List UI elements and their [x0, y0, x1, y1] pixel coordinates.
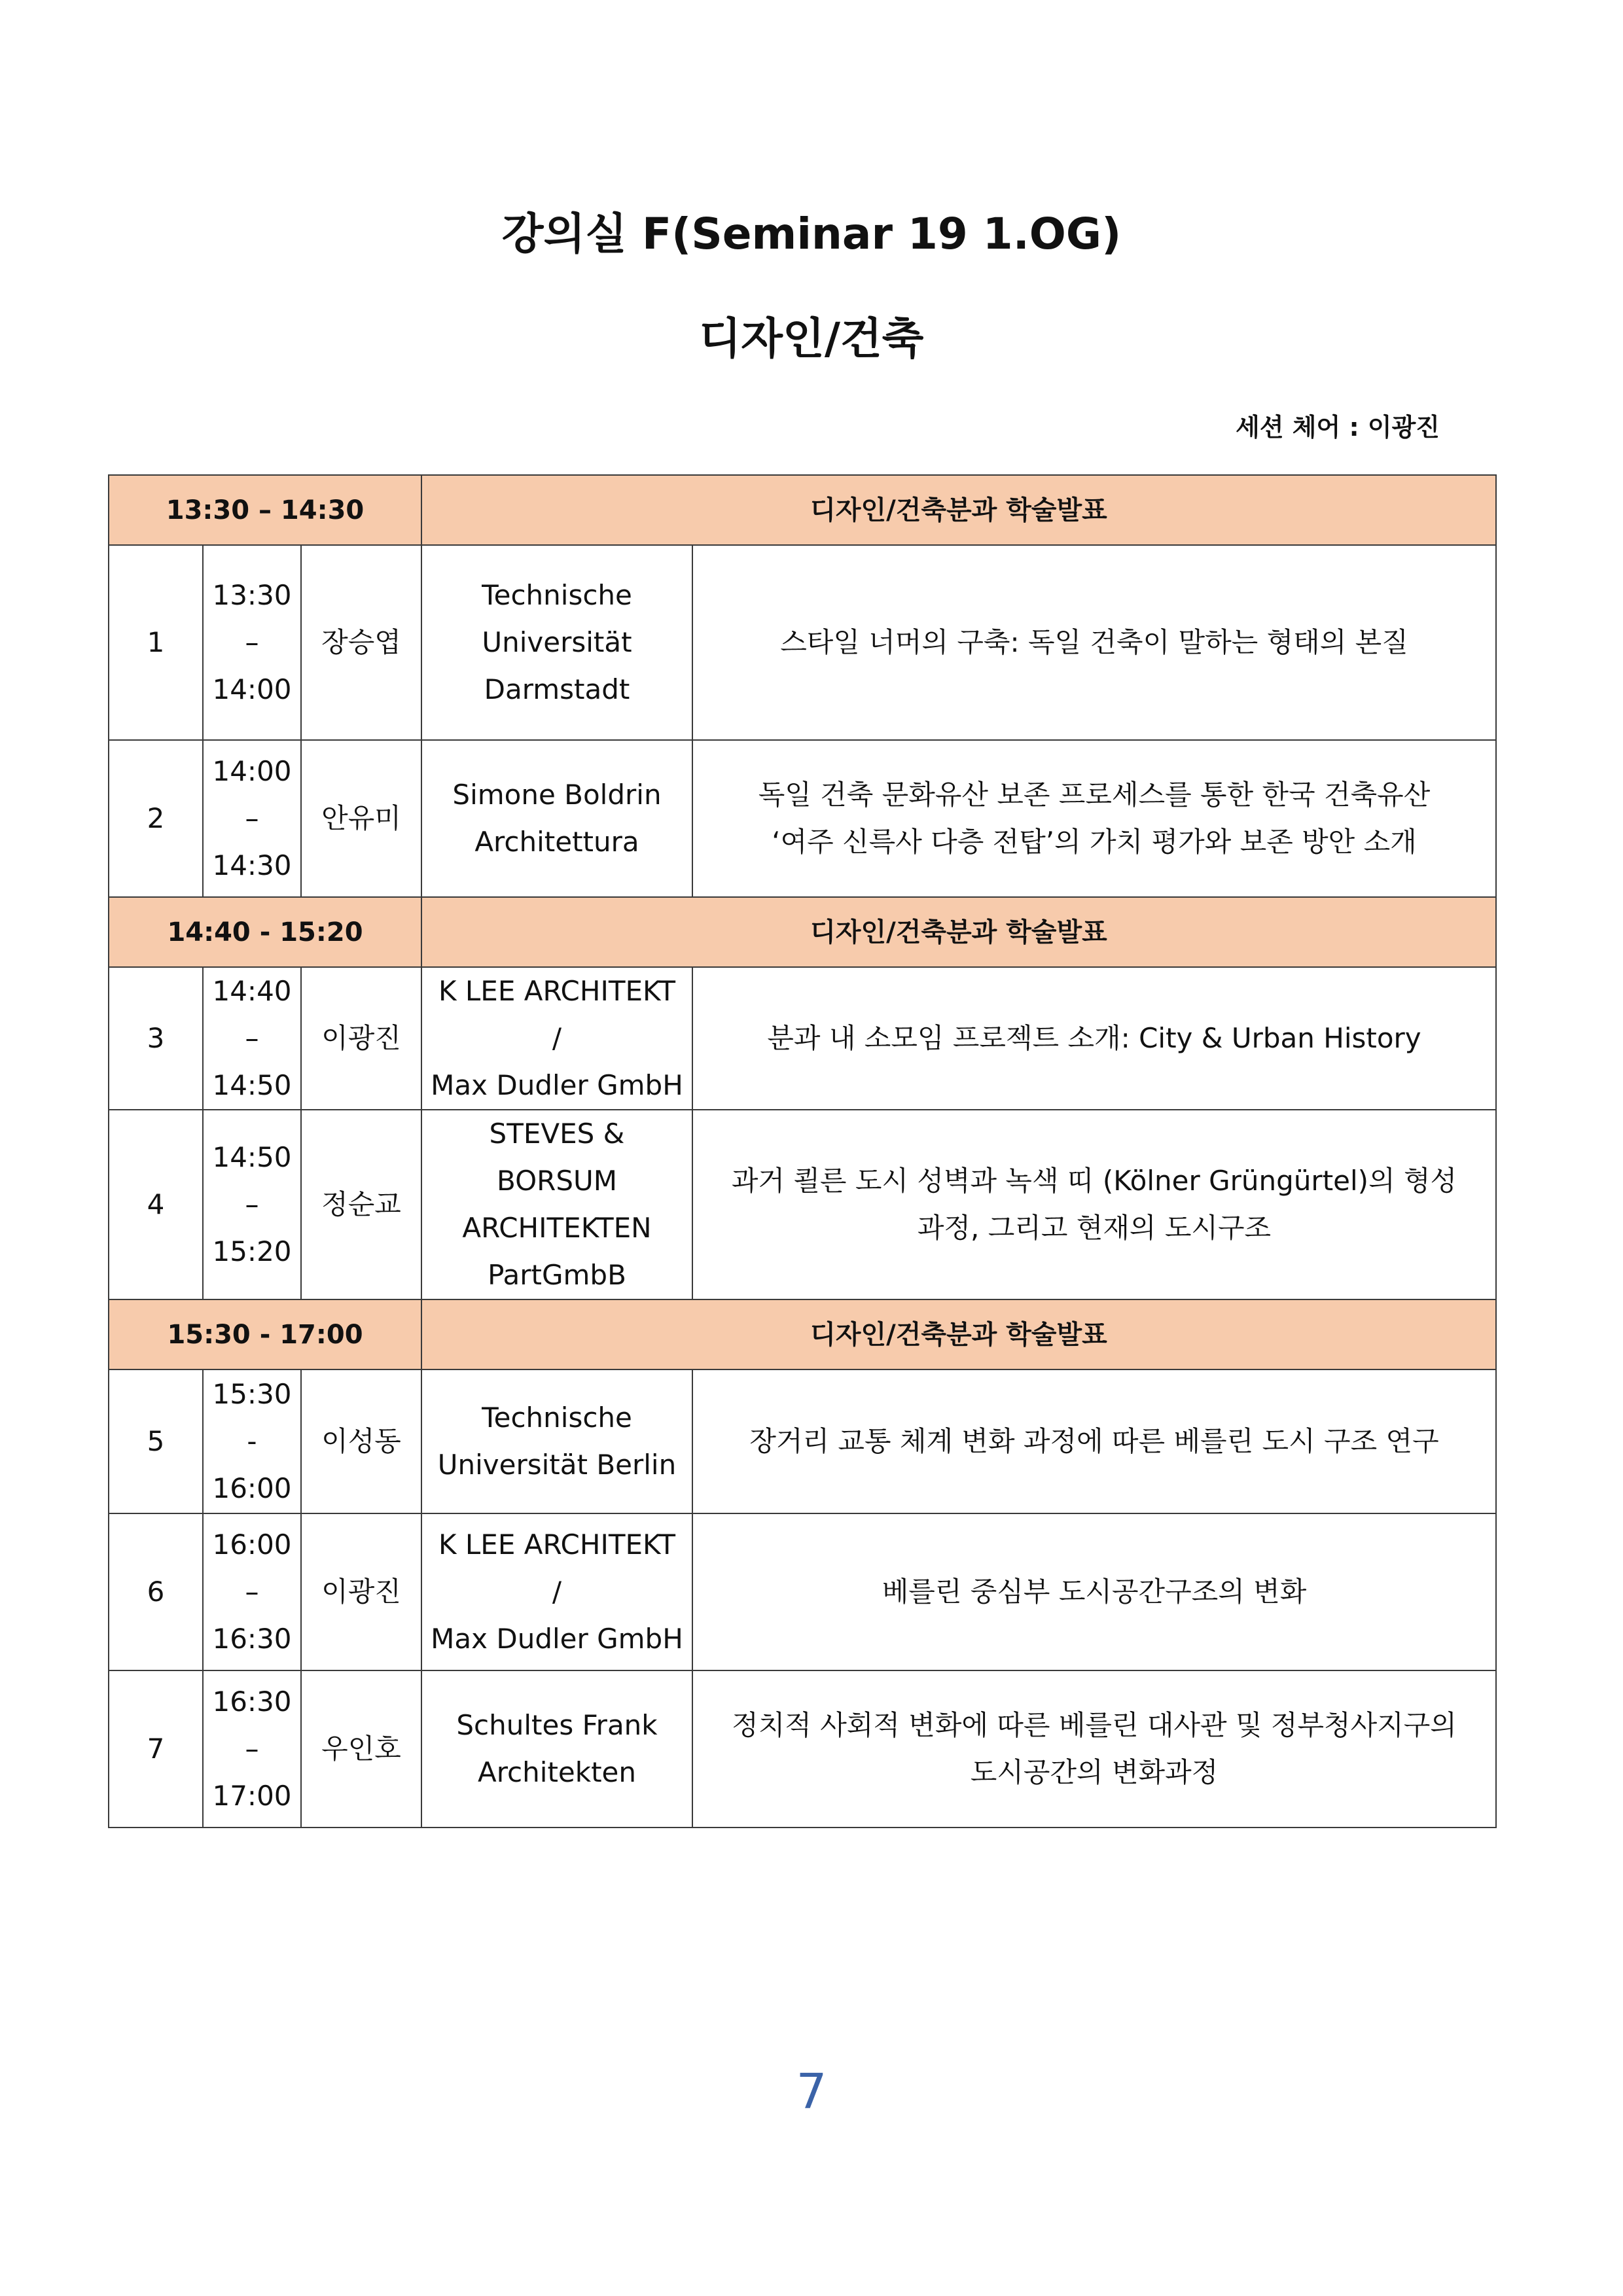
speaker-affiliation-line: Simone Boldrin — [452, 779, 662, 811]
speaker-affiliation — [421, 740, 692, 897]
speaker-affiliation-line: Technische — [482, 579, 632, 611]
table-row — [109, 740, 1496, 897]
talk-number: 1 — [109, 545, 203, 740]
section-heading: 디자인/건축분과 학술발표 — [421, 897, 1496, 967]
talk-time — [203, 740, 301, 897]
speaker-name: 이광진 — [301, 1513, 421, 1670]
talk-time-line: 16:30 — [212, 1686, 292, 1718]
talk-time — [203, 967, 301, 1110]
talk-time — [203, 1513, 301, 1670]
talk-topic-line: 도시공간의 변화과정 — [970, 1756, 1219, 1788]
talk-time-line: 14:40 — [212, 975, 292, 1007]
speaker-affiliation-line: STEVES & — [489, 1118, 625, 1150]
talk-topic-line: 정치적 사회적 변화에 따른 베를린 대사관 및 정부청사지구의 — [732, 1709, 1457, 1741]
talk-time-line: - — [247, 1425, 257, 1457]
talk-time-line: – — [245, 1188, 259, 1220]
speaker-name: 이광진 — [301, 967, 421, 1110]
table-row — [109, 1110, 1496, 1299]
talk-topic-line: 장거리 교통 체계 변화 과정에 따른 베를린 도시 구조 연구 — [749, 1425, 1439, 1457]
talk-time-line: 16:00 — [212, 1472, 292, 1504]
talk-number: 2 — [109, 740, 203, 897]
schedule-table — [108, 474, 1497, 1828]
talk-time-line: – — [245, 1022, 259, 1054]
session-chair: 세션 체어 : 이광진 — [1236, 413, 1440, 442]
speaker-affiliation-line: Max Dudler GmbH — [431, 1069, 683, 1101]
talk-topic — [692, 967, 1496, 1110]
talk-time-line: 17:00 — [212, 1780, 292, 1812]
document-subtitle: 디자인/건축 — [699, 313, 924, 364]
speaker-affiliation — [421, 1670, 692, 1828]
talk-topic-line: 과정, 그리고 현재의 도시구조 — [917, 1212, 1272, 1244]
talk-number: 6 — [109, 1513, 203, 1670]
speaker-name: 이성동 — [301, 1369, 421, 1513]
talk-number: 4 — [109, 1110, 203, 1299]
speaker-affiliation-line: K LEE ARCHITEKT / — [438, 1528, 675, 1608]
speaker-affiliation-line: K LEE ARCHITEKT / — [438, 975, 675, 1054]
section-header-row — [109, 897, 1496, 967]
speaker-affiliation-line: Technische — [482, 1402, 632, 1434]
speaker-affiliation-line: BORSUM — [497, 1165, 617, 1197]
talk-time-line: 14:50 — [212, 1069, 292, 1101]
document-title: 강의실 F(Seminar 19 1.OG) — [501, 209, 1122, 259]
talk-topic-line: ‘여주 신륵사 다층 전탑’의 가치 평가와 보존 방안 소개 — [772, 826, 1417, 858]
talk-time-line: 16:30 — [212, 1623, 292, 1655]
speaker-name: 장승엽 — [301, 545, 421, 740]
table-row — [109, 1670, 1496, 1828]
table-row — [109, 967, 1496, 1110]
speaker-affiliation-line: Darmstadt — [484, 673, 630, 705]
talk-time — [203, 545, 301, 740]
talk-topic-line: 독일 건축 문화유산 보존 프로세스를 통한 한국 건축유산 — [758, 779, 1431, 811]
section-time: 15:30 - 17:00 — [109, 1299, 421, 1369]
talk-topic — [692, 1110, 1496, 1299]
speaker-affiliation — [421, 1513, 692, 1670]
talk-number: 5 — [109, 1369, 203, 1513]
speaker-affiliation-line: Schultes Frank — [456, 1709, 658, 1741]
speaker-affiliation — [421, 1110, 692, 1299]
section-heading: 디자인/건축분과 학술발표 — [421, 475, 1496, 545]
talk-topic — [692, 1670, 1496, 1828]
section-time: 14:40 - 15:20 — [109, 897, 421, 967]
talk-number: 3 — [109, 967, 203, 1110]
table-row — [109, 1513, 1496, 1670]
talk-topic — [692, 1369, 1496, 1513]
speaker-affiliation — [421, 967, 692, 1110]
talk-topic — [692, 1513, 1496, 1670]
talk-time-line: 15:30 — [212, 1378, 292, 1410]
speaker-affiliation-line: Architettura — [474, 826, 639, 858]
talk-topic-line: 베를린 중심부 도시공간구조의 변화 — [882, 1576, 1307, 1608]
section-time: 13:30 – 14:30 — [109, 475, 421, 545]
talk-number: 7 — [109, 1670, 203, 1828]
talk-time-line: 14:30 — [212, 849, 292, 881]
table-row — [109, 545, 1496, 740]
section-heading: 디자인/건축분과 학술발표 — [421, 1299, 1496, 1369]
talk-topic — [692, 740, 1496, 897]
speaker-affiliation-line: Universität Berlin — [437, 1449, 677, 1481]
speaker-affiliation-line: Universität — [482, 626, 632, 658]
talk-time — [203, 1670, 301, 1828]
schedule-body — [109, 475, 1496, 1828]
talk-time-line: 14:00 — [212, 755, 292, 787]
speaker-affiliation-line: ARCHITEKTEN — [462, 1212, 652, 1244]
speaker-affiliation-line: PartGmbB — [488, 1259, 626, 1291]
talk-time — [203, 1110, 301, 1299]
talk-time — [203, 1369, 301, 1513]
section-header-row — [109, 1299, 1496, 1369]
speaker-name: 정순교 — [301, 1110, 421, 1299]
speaker-affiliation-line: Architekten — [477, 1756, 636, 1788]
page-number: 7 — [796, 2064, 827, 2120]
talk-time-line: – — [245, 1576, 259, 1608]
talk-time-line: 14:00 — [212, 673, 292, 705]
speaker-name: 안유미 — [301, 740, 421, 897]
talk-time-line: 14:50 — [212, 1141, 292, 1173]
speaker-affiliation — [421, 545, 692, 740]
talk-time-line: – — [245, 626, 259, 658]
speaker-name: 우인호 — [301, 1670, 421, 1828]
talk-topic-line: 과거 쾰른 도시 성벽과 녹색 띠 (Kölner Grüngürtel)의 형성 — [731, 1165, 1457, 1197]
talk-topic — [692, 545, 1496, 740]
talk-time-line: – — [245, 1733, 259, 1765]
speaker-affiliation-line: Max Dudler GmbH — [431, 1623, 683, 1655]
section-header-row — [109, 475, 1496, 545]
talk-topic-line: 스타일 너머의 구축: 독일 건축이 말하는 형태의 본질 — [780, 626, 1408, 658]
talk-time-line: 13:30 — [212, 579, 292, 611]
table-row — [109, 1369, 1496, 1513]
talk-time-line: – — [245, 802, 259, 834]
talk-topic-line: 분과 내 소모임 프로젝트 소개: City & Urban History — [767, 1022, 1421, 1054]
talk-time-line: 15:20 — [212, 1235, 292, 1267]
speaker-affiliation — [421, 1369, 692, 1513]
talk-time-line: 16:00 — [212, 1528, 292, 1561]
